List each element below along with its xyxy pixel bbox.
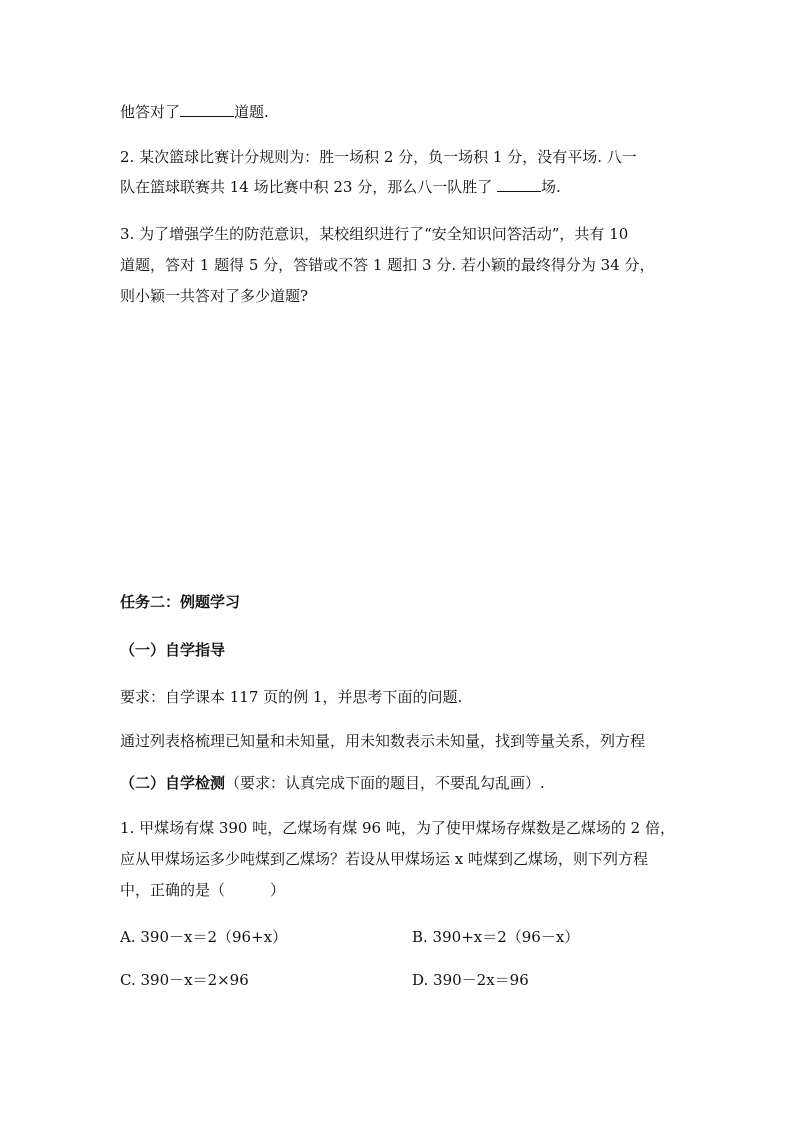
q3-line1: 3. 为了增强学生的防范意识，某校组织进行了“安全知识问答活动”，共有 10 (120, 225, 629, 243)
q2-line2 (120, 177, 561, 197)
section2-heading (120, 773, 545, 793)
option-d[interactable]: D. 390－2x＝96 (412, 971, 529, 989)
mc-question-line3: 中，正确的是（ ） (120, 881, 286, 899)
section2-title: （二）自学检测 (120, 774, 226, 792)
section1-text: 通过列表格梳理已知量和未知量，用未知数表示未知量，找到等量关系，列方程 (120, 732, 646, 750)
q1-tail-line (120, 102, 269, 122)
mc-question-line2: 应从甲煤场运多少吨煤到乙煤场？若设从甲煤场运 x 吨煤到乙煤场，则下列方程 (120, 850, 648, 868)
q1-tail-before: 他答对了 (120, 103, 181, 121)
q3-line2: 道题，答对 1 题得 5 分，答错或不答 1 题扣 3 分. 若小颖的最终得分为 34 分， (120, 256, 655, 274)
q1-tail-after: 道题. (234, 103, 269, 121)
option-c[interactable]: C. 390－x＝2×96 (120, 971, 249, 989)
q3-line3: 则小颖一共答对了多少道题? (120, 287, 309, 305)
q2-line2-after: 场. (541, 178, 561, 196)
mc-question-line1: 1. 甲煤场有煤 390 吨，乙煤场有煤 96 吨，为了使甲煤场存煤数是乙煤场的 2 倍， (120, 819, 675, 837)
section1-requirement: 要求：自学课本 117 页的例 1，并思考下面的问题. (120, 688, 463, 706)
section1-title: （一）自学指导 (120, 641, 226, 659)
section2-note: （要求：认真完成下面的题目，不要乱勾乱画）. (225, 774, 545, 792)
option-a[interactable]: A. 390－x＝2（96+x） (120, 928, 288, 946)
task2-title: 任务二：例题学习 (120, 593, 241, 611)
q2-line2-before: 队在篮球联赛共 14 场比赛中积 23 分，那么八一队胜了 (120, 178, 498, 196)
option-b[interactable]: B. 390+x＝2（96－x） (412, 928, 580, 946)
q2-answer-blank[interactable] (497, 177, 541, 192)
q2-line1: 2. 某次篮球比赛计分规则为：胜一场积 2 分，负一场积 1 分，没有平场. 八一 (120, 148, 637, 166)
q1-answer-blank[interactable] (180, 102, 234, 117)
